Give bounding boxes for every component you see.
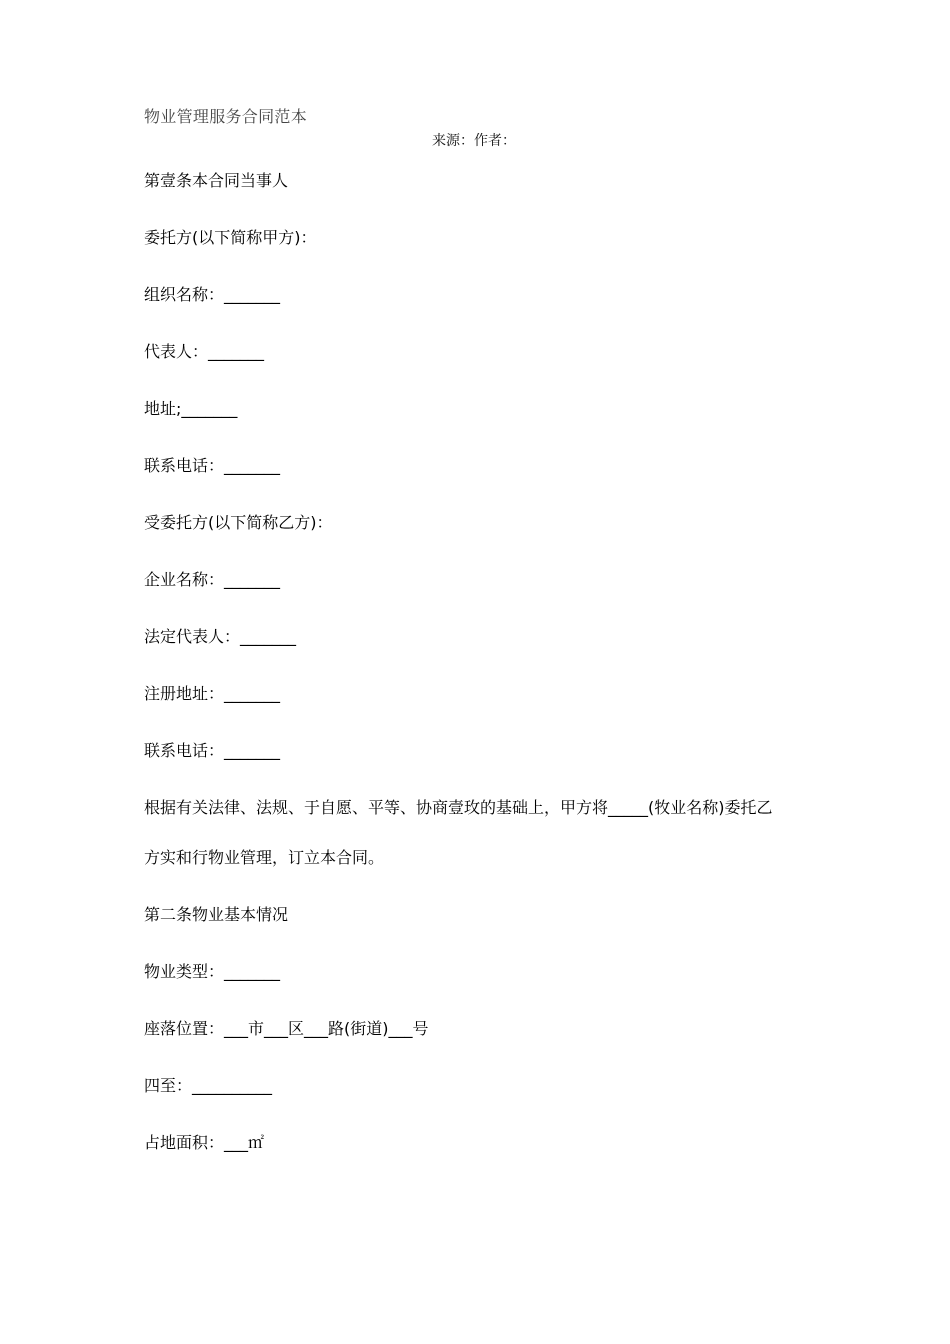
party-a-heading: 委托方(以下简称甲方)： bbox=[144, 228, 317, 247]
property-type: 物业类型：_______ bbox=[144, 962, 281, 981]
property-location: 座落位置：___市___区___路(街道)___号 bbox=[144, 1019, 429, 1038]
party-a-representative: 代表人：_______ bbox=[144, 342, 265, 361]
document-source-line: 来源：作者： bbox=[432, 133, 516, 149]
agreement-paragraph-line-2: 方实和行物业管理，订立本合同。 bbox=[144, 848, 385, 867]
article-2-heading: 第二条物业基本情况 bbox=[144, 905, 289, 924]
party-b-phone: 联系电话：_______ bbox=[144, 741, 281, 760]
article-1-heading: 第壹条本合同当事人 bbox=[144, 171, 289, 190]
land-area: 占地面积：___㎡ bbox=[144, 1133, 265, 1152]
party-b-legal-representative: 法定代表人：_______ bbox=[144, 627, 297, 646]
party-a-phone: 联系电话：_______ bbox=[144, 456, 281, 475]
party-b-registered-address: 注册地址：_______ bbox=[144, 684, 281, 703]
document-title: 物业管理服务合同范本 bbox=[144, 107, 308, 126]
property-boundaries: 四至：__________ bbox=[144, 1076, 273, 1095]
party-a-org-name: 组织名称：_______ bbox=[144, 285, 281, 304]
party-b-company-name: 企业名称：_______ bbox=[144, 570, 281, 589]
agreement-paragraph-line-1: 根据有关法律、法规、于自愿、平等、协商壹玫的基础上，甲方将_____(牧业名称)委托乙 bbox=[144, 798, 773, 817]
party-a-address: 地址;_______ bbox=[144, 399, 238, 418]
party-b-heading: 受委托方(以下简称乙方)： bbox=[144, 513, 333, 532]
